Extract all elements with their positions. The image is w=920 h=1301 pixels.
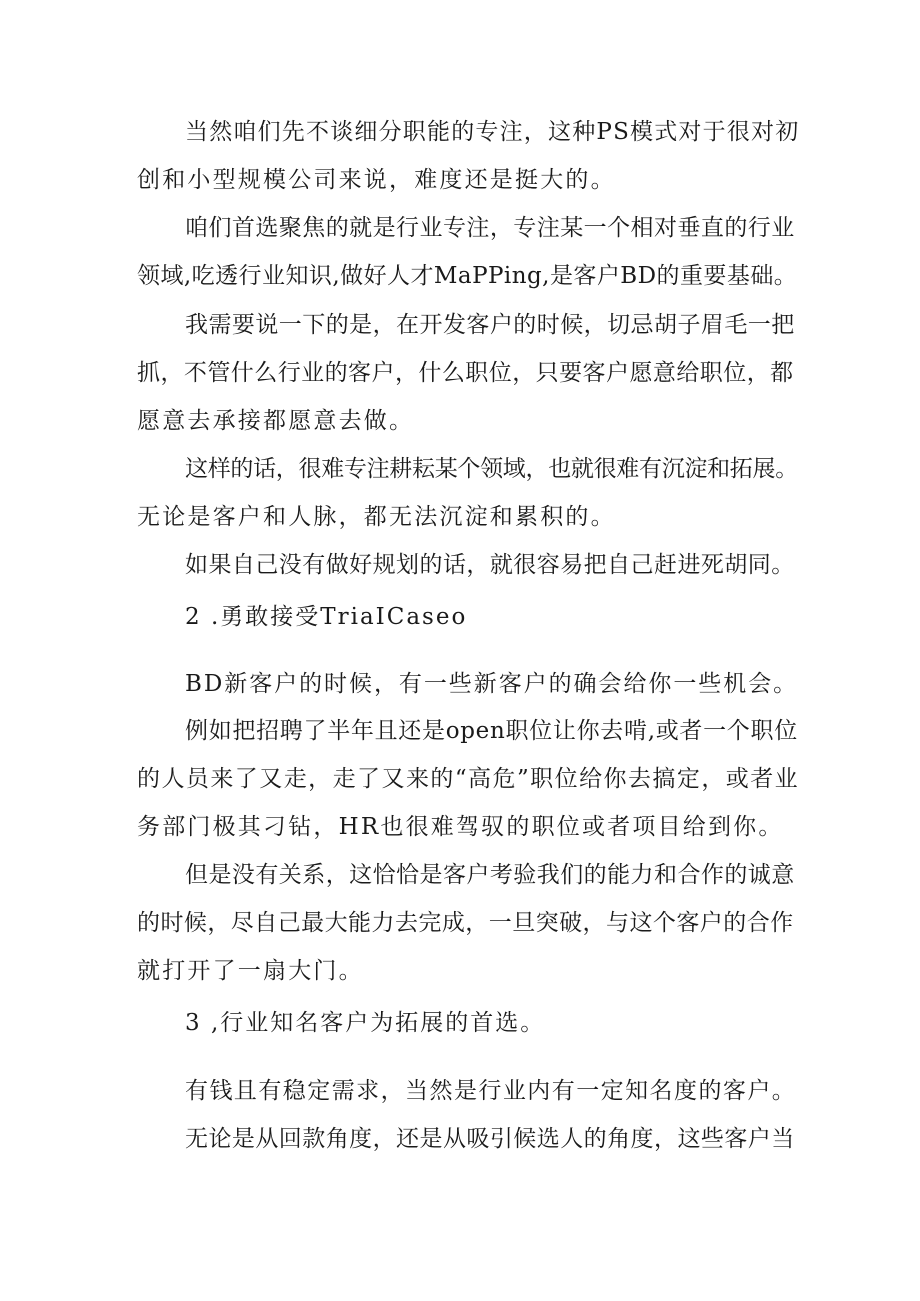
paragraph-10-line-1: 无论是从回款角度，还是从吸引候选人的角度，这些客户当 bbox=[185, 1126, 795, 1152]
paragraph-5-line-1: 如果自己没有做好规划的话，就很容易把自己赶进死胡同。 bbox=[185, 552, 795, 578]
paragraph-1-line-1: 当然咱们先不谈细分职能的专注，这种PS模式对于很对初 bbox=[185, 119, 800, 145]
paragraph-2-line-1: 咱们首选聚焦的就是行业专注，专注某一个相对垂直的行业 bbox=[185, 215, 795, 241]
section-heading-2: 2 .勇敢接受TriaICaseo bbox=[185, 604, 468, 630]
paragraph-3-line-2: 抓，不管什么行业的客户，什么职位，只要客户愿意给职位，都 bbox=[137, 360, 794, 386]
paragraph-2-line-2: 领域,吃透行业知识,做好人才MaPPing,是客户BD的重要基础。 bbox=[137, 263, 798, 289]
paragraph-7-line-1: 例如把招聘了半年且还是open职位让你去啃,或者一个职位 bbox=[185, 718, 798, 744]
paragraph-3-line-3: 愿意去承接都愿意去做。 bbox=[137, 408, 415, 434]
paragraph-6-line-1: BD新客户的时候，有一些新客户的确会给你一些机会。 bbox=[185, 671, 799, 697]
paragraph-4-line-2: 无论是客户和人脉，都无法沉淀和累积的。 bbox=[137, 504, 616, 530]
paragraph-3-line-1: 我需要说一下的是，在开发客户的时候，切忌胡子眉毛一把 bbox=[185, 312, 795, 338]
paragraph-7-line-3: 务部门极其刁钻，HR也很难驾驭的职位或者项目给到你。 bbox=[137, 814, 784, 840]
paragraph-8-line-3: 就打开了一扇大门。 bbox=[137, 958, 364, 984]
paragraph-7-line-2: 的人员来了又走，走了又来的“高危”职位给你去搞定，或者业 bbox=[137, 766, 800, 792]
paragraph-4-line-1: 这样的话，很难专注耕耘某个领域，也就很难有沉淀和拓展。 bbox=[185, 456, 798, 482]
paragraph-8-line-1: 但是没有关系，这恰恰是客户考验我们的能力和合作的诚意 bbox=[185, 862, 795, 888]
paragraph-9-line-1: 有钱且有稳定需求，当然是行业内有一定知名度的客户。 bbox=[185, 1078, 797, 1104]
section-heading-3: 3 ,行业知名客户为拓展的首选。 bbox=[185, 1010, 546, 1036]
paragraph-8-line-2: 的时候，尽自己最大能力去完成，一旦突破，与这个客户的合作 bbox=[137, 910, 794, 936]
paragraph-1-line-2: 创和小型规模公司来说，难度还是挺大的。 bbox=[137, 167, 616, 193]
